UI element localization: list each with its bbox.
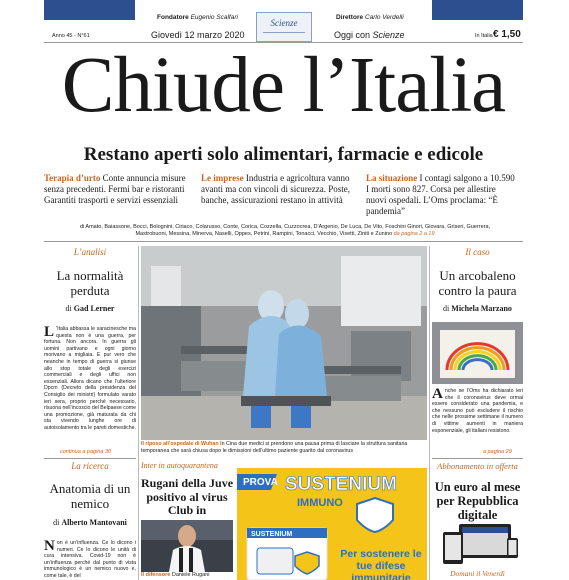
left-story2-body: Non è un’influenza. Ce lo dicono i numeri. Ce lo dicono le unità di cura intensiva. Covid-19 non è un’influenza perché dal punto di vista immunologico è un nemico nuovo e, come tale, è del [44,538,136,579]
director-credit: Direttore Carlo Verdelli [336,14,404,21]
price-label: In Italia [475,33,493,39]
divider [44,241,523,242]
left-story-kicker: L’analisi [73,247,107,257]
promo-title[interactable]: Un euro al mese per Repubblica digitale [434,480,521,522]
football-player-image [141,520,233,572]
brief-situazione[interactable]: La situazione I contagi salgono a 10.590 I morti sono 827. Corsa per allestire nuovi ospedali. L’Oms proclama: “È pandemia” [366,173,515,216]
photo-caption: Il riposo all’ospedale di Wuhan In Cina due medici si prendono una pausa prima di lasciare la struttura sanitaria temporanea che sarà chiusa dopo le dimissioni dell’ultimo paziente guarito dal coronavirus [141,441,408,454]
briefs-row [44,173,523,215]
left-story2-title[interactable]: Anatomia di un nemico [49,481,131,511]
dateline [44,29,523,43]
rugani-photo[interactable] [141,520,233,572]
price: € 1,50 [493,29,521,40]
left-story-body: L ’Italia abbassa le saracinesche ma questa non è una guerra, per fortuna. Non ancora. In guerra gli uomini partivano e ogni giorno morivano a migliaia. E pur vero che neanche in tempo di guerra si giunse allo stop totale degli esercizi commerciali e degli uffici non essenziali. Allora dicano che l’ulteriore Dpcm (Decreto della presidenza del Consiglio dei ministri) formulato varato ieri sera, proprio perché necessario, risuona nell’incoscio del Belpaese come una promozione, già maturata da chi sta vivendo lunghe ore di autoisolamento tra le pareti domestiche. [44,324,136,431]
devices-image[interactable] [437,522,519,566]
promo-footer[interactable]: Domani il Venerdì [450,569,505,578]
right-story-body: Anche se l’Oms ha dichiarato ieri che il coronavirus deve ormai essere considerato una pandemia, e che nessuno può escludere il rischio che nelle prossime settimane il numero di vittime aumenti in maniera esponenziale, gli italiani resistono. [432,386,523,434]
divider [429,246,430,580]
supplement-note: Oggi con Scienze [334,30,405,40]
left-story-continue[interactable]: continua a pagina 30 [60,449,112,455]
svg-text:SUSTENIUM: SUSTENIUM [251,531,293,538]
svg-text:PROVA: PROVA [243,477,278,488]
sustenium-ad[interactable] [237,468,427,580]
right-story-author: di Michela Marzano [443,304,512,313]
brief-terapia[interactable]: Terapia d’urto Conte annuncia misure senza precedenti. Fermi bar e ristoranti Garantiti trasporti e servizi essenziali [44,173,186,205]
devices-icon [437,522,519,566]
brief-imprese[interactable]: Le imprese Industria e agricoltura vanno avanti ma con vincoli di sicurezza. Poste, banche, assicurazioni restano in attività [201,173,350,205]
scienze-logo[interactable]: Scienze [256,12,312,42]
left-story-title[interactable]: La normalità perduta [56,268,124,298]
right-story-kicker: Il caso [465,247,490,257]
middle-story-kicker: Inter in autoquarantena [141,461,218,470]
authors-line: di Amato, Baiassone, Bocci, Bolognini, Ciriaco, Colarusso, Conte, Corica, Cozzella, Cuzzocrea, D’Argenio, De Luca, De Vito, Foschini Ginori, Giovara, Griseri, Guerrera, Mastrobuoni, Messina, Minerva, Naselli, Oppes, Petrini, Rampini, Tonacci, Vecchio, Visetti, Ziniti e Zunino da pagina 2 a 19 [79,224,491,237]
left-story2-author: di Alberto Mantovani [53,518,127,527]
promo-kicker: Abbonamento in offerta [437,461,518,471]
rainbow-drawing [432,322,523,384]
svg-text:SUSTENIUM: SUSTENIUM [285,474,397,495]
left-story-author: di Gad Lerner [65,304,115,313]
issue-date: Giovedì 12 marzo 2020 [151,30,245,40]
middle-story-caption: Il difensore Daniele Rugani [141,572,210,578]
middle-story-title[interactable]: Rugani della Juve positivo al virus Club in [141,476,234,517]
main-headline[interactable]: Chiude l’Italia [61,42,506,129]
masthead-ad-left[interactable] [44,0,135,20]
rainbow-image[interactable] [432,322,523,384]
hospital-photo[interactable] [141,246,427,440]
masthead-ad-right[interactable] [432,0,523,20]
issue-number: Anno 45 - N°61 [52,33,90,39]
right-story-title[interactable]: Un arcobaleno contro la paura [438,268,517,298]
founder-credit: Fondatore Eugenio Scalfari [157,14,238,21]
pages-link[interactable]: da pagina 2 a 19 [393,231,435,237]
left-story2-kicker: La ricerca [71,461,109,471]
ad-tagline: Per sostenere le tue difese immunitarie [340,548,422,580]
divider [44,458,136,459]
subheadline[interactable]: Restano aperti solo alimentari, farmacie e edicole [83,144,484,165]
hospital-photo-image [141,246,427,440]
divider [432,458,523,459]
svg-text:IMMUNO: IMMUNO [297,497,343,509]
divider [138,246,139,580]
right-story-continue[interactable]: a pagina 29 [483,449,512,455]
